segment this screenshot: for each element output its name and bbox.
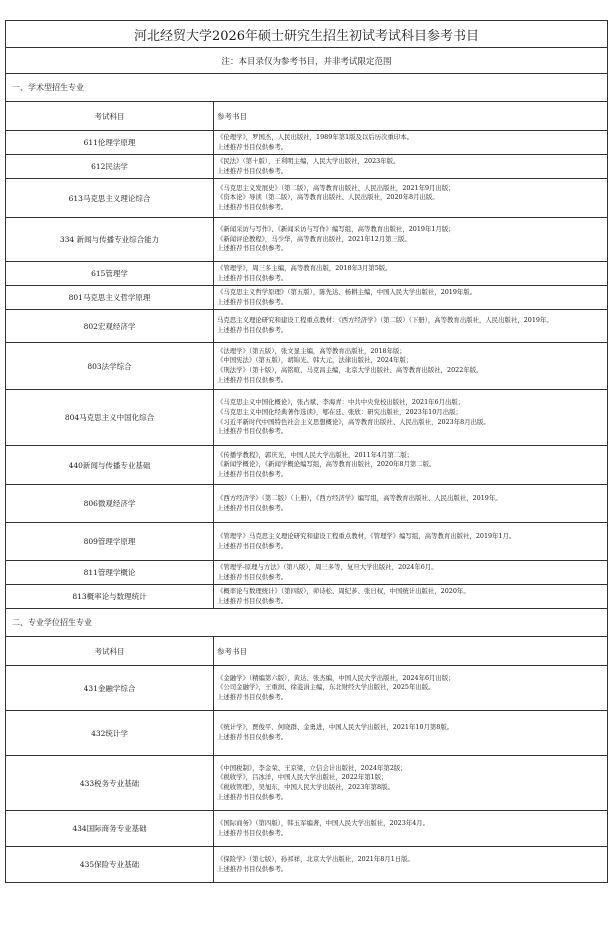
reference-books: 《管理学》，周三多主编，高等教育出版，2018年3月第5版。 上述推荐书目仅供参考。: [214, 262, 608, 286]
exam-subject: 615管理学: [6, 262, 214, 286]
exam-subject: 432统计学: [6, 711, 214, 756]
table-row: [6, 446, 608, 485]
table-row: [6, 286, 608, 310]
table-row: [6, 561, 608, 585]
reference-books: 《传播学教程》，郭庆光，中国人民大学出版社，2011年4月第二版； 《新闻学概论》，《新闻学概论编写组，高等教育出版社，2020年8月第二版。 上述推荐书目仅供参考。: [214, 446, 608, 485]
table-row: [6, 179, 608, 218]
page-title: 河北经贸大学2026年硕士研究生招生初试考试科目参考书目: [6, 21, 608, 48]
section-heading: 一、学术型招生专业: [6, 74, 608, 102]
table-row: [6, 847, 608, 883]
reference-books: 《金融学》（精编第六版），黄达、张杰编，中国人民大学出版社，2024年6月出版； 《公司金融学》，王重润、徐菱涓主编，东北财经大学出版社，2025年出版。 上述推荐书目仅供参考。: [214, 666, 608, 711]
table-row: [6, 155, 608, 179]
exam-subject: 803法学综合: [6, 343, 214, 390]
title-row: [6, 21, 608, 48]
reference-books: 《管理学》马克思主义理论研究和建设工程重点教材，《管理学》编写组，高等教育出版社，2019年1月。 上述推荐书目仅供参考。: [214, 523, 608, 561]
reference-books: 《伦理学》，罗国杰，人民出版社，1989年第1版及以后历次重印本。 上述推荐书目仅供参考。: [214, 131, 608, 155]
section-heading: 二、专业学位招生专业: [6, 609, 608, 637]
column-header-subject: 考试科目: [6, 102, 214, 131]
reference-books: 《马克思主义中国化概论》，张占斌、李海青：中共中央党校出版社，2021年6月出版； 《马克思主义中国化经典著作选读》，郇在廷、张欣：研究出版社，2023年10月出版； 《习近平新时代中国特色社会主义思想概论》，高等教育出版社、人民出版社，2023年8月出版。 上述推荐书目仅供参考。: [214, 390, 608, 446]
exam-subject: 434国际商务专业基础: [6, 811, 214, 847]
column-header-row: [6, 637, 608, 666]
column-header-subject: 考试科目: [6, 637, 214, 666]
table-row: [6, 262, 608, 286]
reference-books: 《管理学-原理与方法》（第八版），周三多等，复旦大学出版社，2024年6月。 上述推荐书目仅供参考。: [214, 561, 608, 585]
table-row: [6, 390, 608, 446]
exam-subject: 811管理学概论: [6, 561, 214, 585]
exam-subject: 435保险专业基础: [6, 847, 214, 883]
exam-subject: 440新闻与传播专业基础: [6, 446, 214, 485]
table-row: [6, 343, 608, 390]
exam-subject: 334 新闻与传播专业综合能力: [6, 218, 214, 262]
reference-books: 《西方经济学》（第二版）（上册），《西方经济学》编写组，高等教育出版社、人民出版社，2019年。 上述推荐书目仅供参考。: [214, 485, 608, 523]
exam-subject: 431金融学综合: [6, 666, 214, 711]
exam-subject: 802宏观经济学: [6, 310, 214, 343]
table-row: [6, 485, 608, 523]
reference-books: 《民法》（第十版），王利明主编，人民大学出版社，2023年版。 上述推荐书目仅供参考。: [214, 155, 608, 179]
reference-books: 《马克思主义发展史》（第二版），高等教育出版社、人民出版社，2021年9月出版； 《资本论》导读（第二版），高等教育出版社、人民出版社，2020年8月出版。 上述推荐书目仅供参考。: [214, 179, 608, 218]
table-row: [6, 218, 608, 262]
note-row: [6, 48, 608, 74]
section-row: [6, 74, 608, 102]
column-header-reference: 参考书目: [214, 637, 608, 666]
exam-subject: 433税务专业基础: [6, 756, 214, 811]
exam-subject: 611伦理学原理: [6, 131, 214, 155]
catalog-document: [5, 20, 607, 883]
reference-books: 《新闻采访与写作》、《新闻采访与写作》编写组，高等教育出版社，2019年1月版； 《新闻评论教程》，马少华，高等教育出版社，2021年12月第三版。 上述推荐书目仅供参考。: [214, 218, 608, 262]
exam-subject: 806微观经济学: [6, 485, 214, 523]
reference-books: 《法理学》（第五版），张文显主编，高等教育出版社，2018年版； 《中国宪法》（第五版），胡锦光、韩大元，法律出版社，2024年版； 《刑法学》（第十版），高铭暄、马克昌主编，北京大学出版社、高等教育出版社，2022年版。 上述推荐书目仅供参考。: [214, 343, 608, 390]
reference-books: 《保险学》（第七版），孙祁祥，北京大学出版社，2021年8月1日版。 上述推荐书目仅供参考。: [214, 847, 608, 883]
column-header-reference: 参考书目: [214, 102, 608, 131]
reference-books: 马克思主义理论研究和建设工程重点教材：《西方经济学》（第二版）（下册），高等教育出版社，人民出版社，2019年。 上述推荐书目仅供参考。: [214, 310, 608, 343]
reference-books: 《统计学》，贾俊平、何晓群、金勇进，中国人民大学出版社，2021年10月第8版。 上述推荐书目仅供参考。: [214, 711, 608, 756]
reference-books: 《中国税制》，李金荣、王京梁，立信会计出版社，2024年第2版； 《税收学》，吕冰洋，中国人民大学出版社，2022年第1版； 《税收管理》，吴旭东，中国人民大学出版社，2023年第8版。 上述推荐书目仅供参考。: [214, 756, 608, 811]
reference-books: 《马克思主义哲学原理》（第五版），陈先达、杨耕主编，中国人民大学出版社，2019年版。 上述推荐书目仅供参考。: [214, 286, 608, 310]
reference-books: 《国际商务》（第四版），韩玉军编著，中国人民大学出版社，2023年4月。 上述推荐书目仅供参考。: [214, 811, 608, 847]
exam-subject: 813概率论与数理统计: [6, 585, 214, 609]
disclaimer-note: 注：本目录仅为参考书目，并非考试限定范围: [6, 48, 608, 74]
table-row: [6, 310, 608, 343]
exam-subject: 801马克思主义哲学原理: [6, 286, 214, 310]
catalog-table: [5, 20, 608, 883]
exam-subject: 612民法学: [6, 155, 214, 179]
table-row: [6, 711, 608, 756]
table-row: [6, 131, 608, 155]
exam-subject: 809管理学原理: [6, 523, 214, 561]
exam-subject: 613马克思主义理论综合: [6, 179, 214, 218]
table-row: [6, 666, 608, 711]
table-row: [6, 523, 608, 561]
table-row: [6, 756, 608, 811]
column-header-row: [6, 102, 608, 131]
section-row: [6, 609, 608, 637]
table-row: [6, 585, 608, 609]
reference-books: 《概率论与数理统计》（第四版），茆诗松、周纪芗、张日权，中国统计出版社，2020年。 上述推荐书目仅供参考。: [214, 585, 608, 609]
table-row: [6, 811, 608, 847]
exam-subject: 804马克思主义中国化综合: [6, 390, 214, 446]
